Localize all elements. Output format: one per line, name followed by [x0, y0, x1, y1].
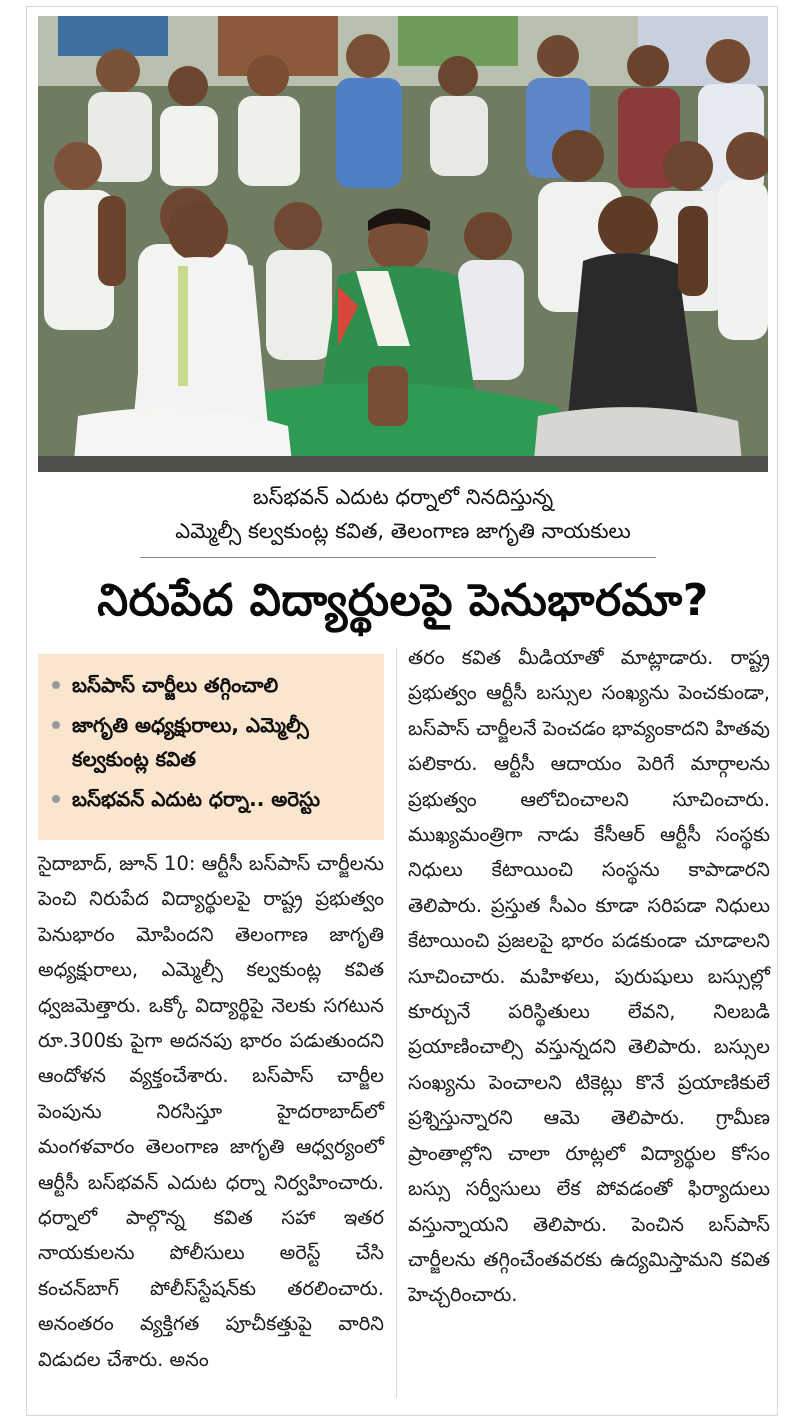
highlight-text: జాగృతి అధ్యక్షురాలు, ఎమ్మెల్సీ కల్వకుంట్ల కవిత	[72, 713, 309, 771]
article-column-right: తరం కవిత మీడియాతో మాట్లాడారు. రాష్ట్ర ప్రభుత్వం ఆర్టీసీ బస్సుల సంఖ్యను పెంచకుండా, బస్‌పాస్ చార్జీలనే పెంచడం భావ్యంకాదని హితవు పలికారు. ఆర్టీసీ ఆదాయం పెరిగే మార్గాలను ప్రభుత్వం ఆలోచించాలని సూచించారు. ముఖ్యమంత్రిగా నాడు కేసీఆర్ ఆర్టీసీ సంస్థకు నిధులు కేటాయించి సంస్థను కాపాడారని తెలిపారు. ప్రస్తుత సీఎం కూడా సరిపడా నిధులు కేటాయించి ప్రజలపై భారం పడకుండా చూడాలని సూచించారు. మహిళలు, పురుషులు బస్సుల్లో కూర్చునే పరిస్థితులు లేవని, నిలబడి ప్రయాణించాల్సి వస్తున్నదని తెలిపారు. బస్సుల సంఖ్యను పెంచాలని టికెట్లు కొనే ప్రయాణికులే ప్రశ్నిస్తున్నారని ఆమె తెలిపారు. గ్రామీణ ప్రాంతాల్లోని చాలా రూట్లలో విద్యార్థుల కోసం బస్సు సర్వీసులు లేక పోవడంతో ఫిర్యాదులు వస్తున్నాయని తెలిపారు. పెంచిన బస్‌పాస్ చార్జీలను తగ్గించేంతవరకు ఉద్యమిస్తామని కవిత హెచ్చరించారు.	[408, 646, 770, 1307]
highlight-item	[52, 782, 374, 816]
news-photo	[38, 16, 768, 472]
bullet-icon	[52, 795, 60, 803]
bullet-icon	[52, 681, 60, 689]
highlights-box	[38, 654, 384, 840]
photo-caption	[38, 480, 768, 548]
highlight-item	[52, 668, 374, 702]
highlight-item	[52, 708, 374, 776]
protest-photo-illustration	[38, 16, 768, 472]
caption-line-1: బస్‌భవన్ ఎదుట ధర్నాలో నినదిస్తున్న	[252, 485, 554, 509]
column-divider	[396, 648, 397, 1398]
bullet-icon	[52, 721, 60, 729]
article-column-left: సైదాబాద్, జూన్ 10: ఆర్టీసీ బస్‌పాస్ చార్జీలను పెంచి నిరుపేద విద్యార్థులపై రాష్ట్ర ప్రభుత్వం పెనుభారం మోపిందని తెలంగాణ జాగృతి అధ్యక్షురాలు, ఎమ్మెల్సీ కల్వకుంట్ల కవిత ధ్వజమెత్తారు. ఒక్కో విద్యార్థిపై నెలకు సగటున రూ.300కు పైగా అదనపు భారం పడుతుందని ఆందోళన వ్యక్తంచేశారు. బస్‌పాస్ చార్జీల పెంపును నిరసిస్తూ హైదరాబాద్‌లో మంగళవారం తెలంగాణ జాగృతి ఆధ్వర్యంలో ఆర్టీసీ బస్‌భవన్ ఎదుట ధర్నా నిర్వహించారు. ధర్నాలో పాల్గొన్న కవిత సహా ఇతర నాయకులను పోలీసులు అరెస్ట్ చేసి కంచన్‌బాగ్ పోలీస్‌స్టేషన్‌కు తరలించారు. అనంతరం వ్యక్తిగత పూచీకత్తుపై వారిని విడుదల చేశారు. అనం	[38, 852, 384, 1371]
highlight-text: బస్‌పాస్ చార్జీలు తగ్గించాలి	[72, 673, 279, 697]
headline: నిరుపేద విద్యార్థులపై పెనుభారమా?	[97, 575, 709, 626]
caption-line-2: ఎమ్మెల్సీ కల్వకుంట్ల కవిత, తెలంగాణ జాగృతి నాయకులు	[175, 519, 631, 543]
caption-divider	[140, 557, 656, 558]
highlight-text: బస్‌భవన్ ఎదుట ధర్నా.. అరెస్టు	[72, 787, 321, 811]
